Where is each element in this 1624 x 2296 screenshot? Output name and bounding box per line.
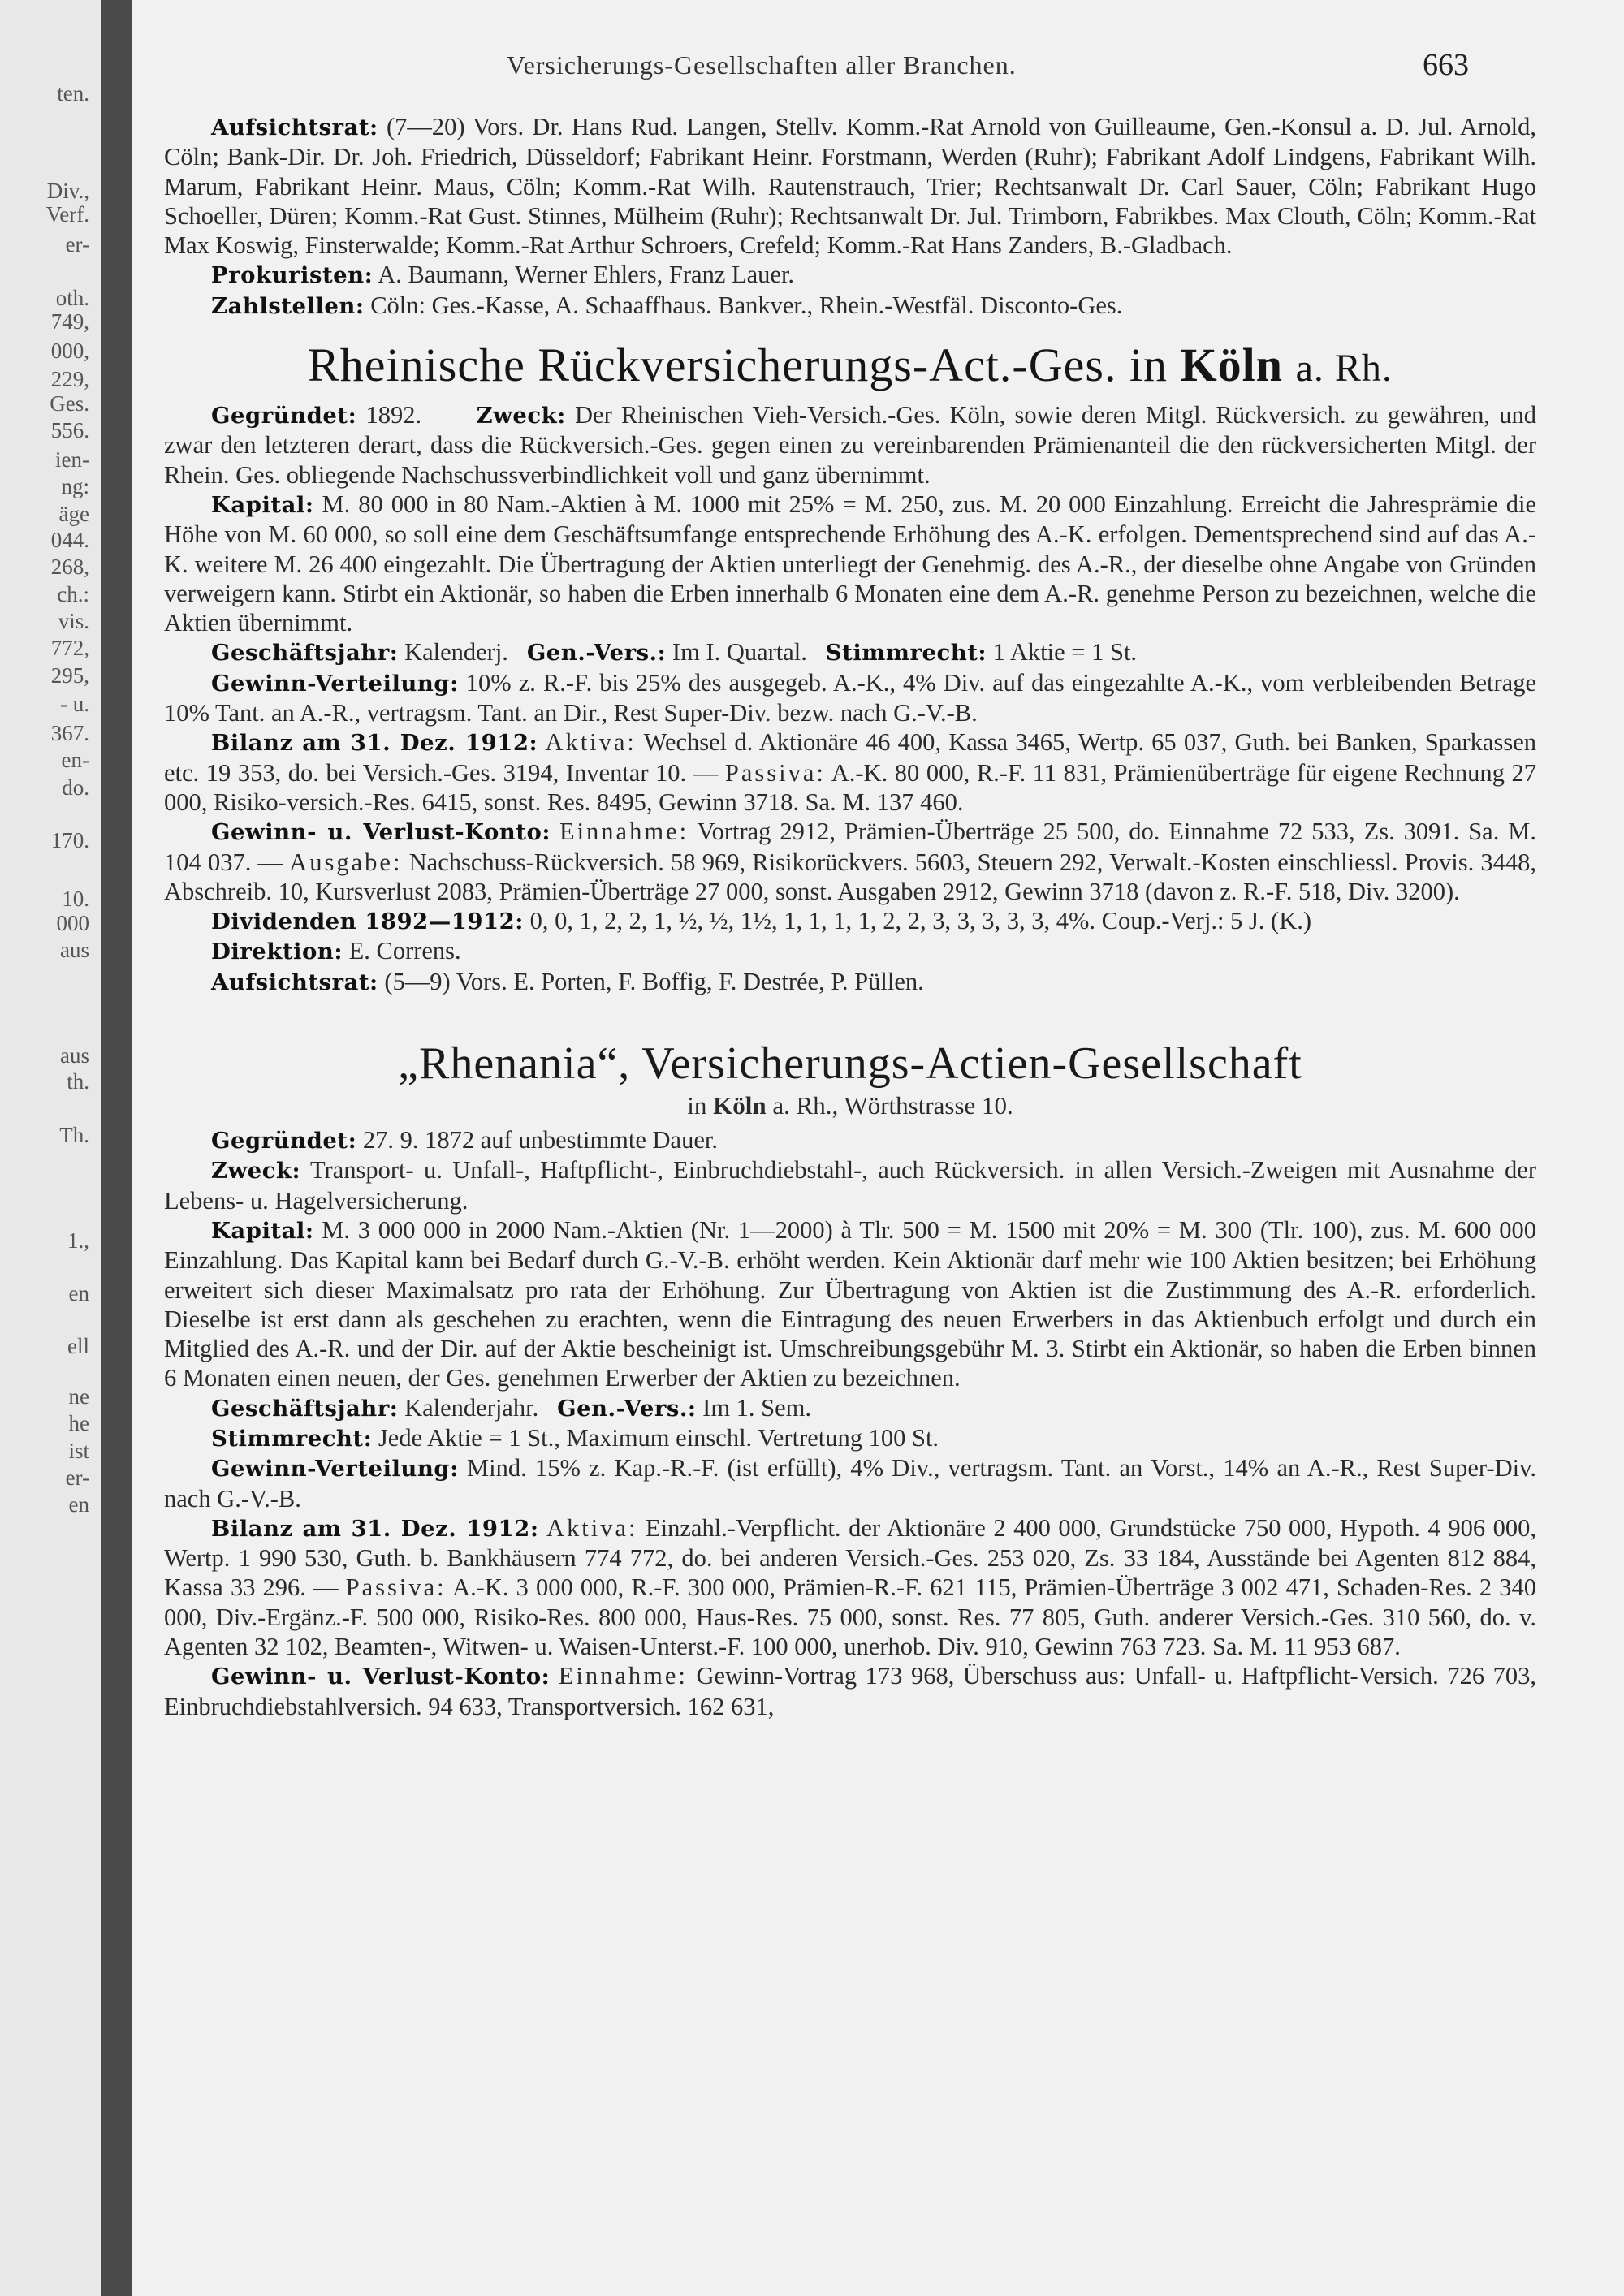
adjacent-page-strip — [0, 0, 101, 2296]
field-label: Dividenden 1892—1912: — [211, 908, 524, 935]
subtitle-pre: in — [687, 1091, 707, 1120]
margin-fragment: he — [68, 1411, 89, 1435]
margin-fragment: th. — [67, 1069, 89, 1094]
margin-fragment: Th. — [59, 1123, 89, 1147]
margin-fragment: ist — [68, 1439, 89, 1463]
field-label: Gegründet: — [211, 1128, 357, 1154]
einnahme-label: Einnahme: — [558, 1662, 688, 1690]
entry2-zweck — [164, 1155, 1536, 1215]
field-text: 10% z. R.-F. bis 25% des ausgegeb. A.-K., 4% Div. auf das eingezahlte A.-K., vom verbleibenden Betrage 10% Tant. an A.-R., vertragsm. Tant. an Dir., Rest Super-Div. bezw. nach G.-V.-B. — [164, 668, 1536, 727]
field-label: Gegründet: — [211, 403, 357, 429]
field-label: Kapital: — [211, 1217, 314, 1244]
entry2-bilanz — [164, 1513, 1536, 1661]
passiva-label: Passiva: — [345, 1573, 447, 1602]
margin-fragment: do. — [62, 775, 89, 800]
company-title-suffix: a. Rh. — [1295, 347, 1393, 391]
margin-fragment: vis. — [58, 609, 89, 633]
field-text: Mind. 15% z. Kap.-R.-F. (ist erfüllt), 4% Div., vertragsm. Tant. an Vorst., 14% an A.-R., Rest Super-Div. nach G.-V.-B. — [164, 1454, 1537, 1513]
field-text: M. 3 000 000 in 2000 Nam.-Aktien (Nr. 1—2000) à Tlr. 500 = M. 1500 mit 20% = M. 300 (Tlr. 100), zus. M. 600 000 Einzahlung. Das Kapital kann bei Bedarf durch G.-V.-B. erhöht werden. Kein Aktionär darf mehr wie 100 Aktien besitzen; bei Erhöhung erweitert sich dieser Maximalsatz pro rata der Erhöhung. Zur Übertragung von Aktien ist die Zustimmung des A.-R. erforderlich. Dieselbe ist erst dann als geschehen zu erachten, wenn die Eintragung des neuen Erwerbers in das Aktienbuch erfolgt und durch ein Mitglied des A.-R. und der Dir. auf der Aktie bescheinigt ist. Umschreibungsgebühr M. 3. Stirbt ein Aktionär, so haben die Erben binnen 6 Monaten einen neuen, der Ges. genehmen Erwerber der Aktien zu bezeichnen. — [164, 1215, 1536, 1392]
field-label: Gewinn- u. Verlust-Konto: — [211, 1664, 551, 1690]
entry1-bilanz — [164, 727, 1536, 817]
margin-fragment: Ges. — [50, 391, 89, 416]
ausgabe-label: Ausgabe: — [289, 848, 403, 876]
margin-fragment: ch.: — [57, 582, 89, 606]
margin-fragment: - u. — [60, 692, 89, 716]
field-text: E. Correns. — [348, 937, 461, 965]
margin-fragment: 295, — [50, 663, 89, 688]
company-title — [164, 337, 1536, 397]
field-label: Gewinn-Verteilung: — [211, 1456, 459, 1482]
margin-fragment: oth. — [55, 286, 89, 310]
field-text: 1892. — [365, 401, 422, 429]
margin-fragment: 10. — [62, 887, 89, 911]
field-text: Im 1. Sem. — [702, 1393, 812, 1422]
entry1-aufsichtsrat — [164, 967, 1536, 997]
margin-fragment: 170. — [50, 828, 89, 852]
entry2-stimmrecht — [164, 1423, 1536, 1453]
company-title-city: Köln — [1180, 339, 1284, 392]
field-label: Gewinn-Verteilung: — [211, 670, 459, 697]
subtitle-address: a. Rh., Wörthstrasse 10. — [772, 1091, 1013, 1120]
field-text: Kalenderj. — [404, 638, 508, 667]
entry2-geschaeftsjahr — [164, 1393, 1536, 1423]
margin-fragment: aus — [60, 938, 89, 962]
field-text: Vortrag 2912, Prämien-Überträge 25 500, do. Einnahme 72 533, Zs. 3091. Sa. M. 104 037. — — [164, 818, 1537, 876]
field-label: Zahlstellen: — [211, 292, 365, 319]
field-label: Zweck: — [211, 1158, 301, 1185]
margin-fragment: 000, — [50, 339, 89, 363]
margin-fragment: ten. — [57, 81, 89, 106]
margin-fragment: ne — [68, 1384, 89, 1409]
subtitle-city: Köln — [713, 1091, 767, 1120]
prev-aufsichtsrat — [164, 112, 1536, 260]
entry2-gewinn-verteilung — [164, 1453, 1536, 1513]
book-gutter — [101, 0, 132, 2296]
margin-fragment: 229, — [50, 367, 89, 391]
margin-fragment: äge — [58, 502, 89, 526]
margin-fragment: 556. — [50, 418, 89, 442]
field-label: Zweck: — [476, 403, 566, 429]
margin-fragment: er- — [65, 232, 89, 257]
field-label: Aufsichtsrat: — [211, 114, 378, 140]
margin-fragment: aus — [60, 1043, 89, 1068]
margin-fragment: 000 — [56, 911, 89, 935]
entry1-gegruendet-zweck — [164, 400, 1536, 490]
company-subtitle — [164, 1090, 1536, 1122]
field-label: Gen.-Vers.: — [557, 1395, 697, 1422]
entry1-direktion — [164, 936, 1536, 966]
field-text: 1 Aktie = 1 St. — [992, 638, 1138, 667]
entry1-gewinn-verteilung — [164, 668, 1536, 728]
field-text: Kalenderjahr. — [404, 1393, 539, 1422]
entry1-geschaeftsjahr — [164, 637, 1536, 667]
entry2-guv — [164, 1661, 1536, 1721]
margin-fragment: en — [68, 1492, 89, 1517]
aktiva-label: Aktiva: — [546, 1513, 638, 1542]
margin-fragment: en — [68, 1281, 89, 1306]
text-column — [164, 112, 1536, 1721]
field-text: Wechsel d. Aktionäre 46 400, Kassa 3465, Wertp. 65 037, Guth. bei Banken, Sparkassen etc. 19 353, do. bei Versich.-Ges. 3194, Inventar 10. — — [164, 728, 1537, 787]
entry1-guv — [164, 817, 1536, 906]
field-label: Stimmrecht: — [211, 1425, 373, 1452]
field-text: (7—20) Vors. Dr. Hans Rud. Langen, Stellv. Komm.-Rat Arnold von Guilleaume, Gen.-Konsul a. D. Jul. Arnold, Cöln; Bank-Dir. Dr. Joh. Friedrich, Düsseldorf; Fabrikant Heinr. Forstmann, Werden (Ruhr); Fabrikant Adolf Lindgens, Fabrikant Wilh. Marum, Fabrikant Heinr. Maus, Cöln; Komm.-Rat Wilh. Rautenstrauch, Trier; Rechtsanwalt Dr. Carl Sauer, Cöln; Fabrikant Hugo Schoeller, Düren; Komm.-Rat Gust. Stinnes, Mülheim (Ruhr); Rechtsanwalt Dr. Jul. Trimborn, Fabrikbes. Max Clouth, Cöln; Komm.-Rat Max Koswig, Finsterwalde; Komm.-Rat Arthur Schroers, Crefeld; Komm.-Rat Hans Zanders, B.-Gladbach. — [164, 113, 1537, 260]
entry2-gegruendet — [164, 1125, 1536, 1155]
running-head: Versicherungs-Gesellschaften aller Branchen. — [507, 50, 1017, 80]
margin-fragment: Verf. — [45, 202, 89, 227]
field-text: Gewinn-Vortrag 173 968, Überschuss aus: Unfall- u. Haftpflicht-Versich. 726 703, Einbruchdiebstahlversich. 94 633, Transportversich. 162 631, — [164, 1662, 1537, 1720]
page-number: 663 — [1423, 48, 1469, 82]
margin-fragment: 268, — [50, 555, 89, 579]
field-label: Gen.-Vers.: — [526, 640, 667, 667]
margin-fragment: er- — [65, 1465, 89, 1490]
passiva-label: Passiva: — [724, 758, 826, 787]
field-text: Transport- u. Unfall-, Haftpflicht-, Einbruchdiebstahl-, auch Rückversich. in allen Versich.-Zweigen mit Ausnahme der Lebens- u. Hagelversicherung. — [164, 1156, 1536, 1215]
field-text: Jede Aktie = 1 St., Maximum einschl. Vertretung 100 St. — [378, 1423, 939, 1452]
book-page — [132, 0, 1624, 2296]
company-title-main: Rheinische Rückversicherungs-Act.-Ges. in — [308, 339, 1168, 392]
margin-fragment: 1., — [67, 1228, 89, 1253]
einnahme-label: Einnahme: — [559, 818, 689, 846]
margin-fragment: en- — [61, 748, 89, 772]
field-text: (5—9) Vors. E. Porten, F. Boffig, F. Destrée, P. Püllen. — [384, 967, 924, 995]
margin-fragment: 749, — [50, 309, 89, 334]
margin-fragment: 772, — [50, 636, 89, 660]
field-text: A.-K. 3 000 000, R.-F. 300 000, Prämien-R.-F. 621 115, Prämien-Überträge 3 002 471, Schaden-Res. 2 340 000, Div.-Ergänz.-F. 500 000, Risiko-Res. 800 000, Haus-Res. 75 000, sonst. Res. 77 805, Guth. anderer Versich.-Ges. 310 560, do. v. Agenten 32 102, Beamten-, Witwen- u. Waisen-Unterst.-F. 100 000, unerhob. Div. 910, Gewinn 763 723. Sa. M. 11 953 687. — [164, 1573, 1537, 1661]
margin-fragment: ell — [67, 1334, 89, 1358]
margin-fragment: 044. — [50, 528, 89, 552]
field-label: Aufsichtsrat: — [211, 969, 378, 995]
field-label: Stimmrecht: — [825, 640, 987, 667]
company-title: „Rhenania“, Versicherungs-Actien-Gesellschaft — [398, 1038, 1302, 1090]
entry1-kapital — [164, 490, 1536, 637]
field-text: 27. 9. 1872 auf unbestimmte Dauer. — [362, 1126, 718, 1154]
field-text: Der Rheinischen Vieh-Versich.-Ges. Köln, sowie deren Mitgl. Rückversich. zu gewähren, und zwar den letzteren derart, dass die Rückversich.-Ges. gegen einen zu vereinbarenden Prämienanteil die den rückversicherten Mitgl. der Rhein. Ges. obliegende Nachschussverbindlichkeit voll und ganz übernimmt. — [164, 401, 1537, 489]
field-text: Im I. Quartal. — [672, 638, 807, 667]
margin-fragment: ien- — [55, 447, 89, 472]
entry2-kapital — [164, 1215, 1536, 1393]
field-text: A. Baumann, Werner Ehlers, Franz Lauer. — [378, 261, 795, 289]
entry1-dividenden — [164, 906, 1536, 936]
field-text: Cöln: Ges.-Kasse, A. Schaaffhaus. Bankver., Rhein.-Westfäl. Disconto-Ges. — [370, 291, 1123, 319]
field-label: Bilanz am 31. Dez. 1912: — [211, 1515, 539, 1542]
margin-fragment: 367. — [50, 721, 89, 745]
field-label: Gewinn- u. Verlust-Konto: — [211, 819, 551, 846]
field-label: Geschäftsjahr: — [211, 640, 399, 667]
field-label: Geschäftsjahr: — [211, 1395, 399, 1422]
field-text: Einzahl.-Verpflicht. der Aktionäre 2 400 000, Grundstücke 750 000, Hypoth. 4 906 000, Wertp. 1 990 530, Guth. b. Bankhäusern 774 772, do. bei anderen Versich.-Ges. 253 020, Zs. 33 184, Ausstände bei Agenten 812 884, Kassa 33 296. — — [164, 1513, 1536, 1602]
field-text: 0, 0, 1, 2, 2, 1, ½, ½, 1½, 1, 1, 1, 1, 2, 2, 3, 3, 3, 3, 3, 4%. Coup.-Verj.: 5 J. (K.) — [529, 907, 1311, 935]
field-text: A.-K. 80 000, R.-F. 11 831, Prämienüberträge für eigene Rechnung 27 000, Risiko-versich.-Res. 6415, sonst. Res. 8495, Gewinn 3718. Sa. M. 137 460. — [164, 758, 1536, 816]
field-label: Bilanz am 31. Dez. 1912: — [211, 730, 538, 757]
field-label: Direktion: — [211, 939, 343, 965]
field-text: M. 80 000 in 80 Nam.-Aktien à M. 1000 mit 25% = M. 250, zus. M. 20 000 Einzahlung. Erreicht die Jahresprämie die Höhe von M. 60 000, so soll eine dem Geschäftsumfange entsprechende Erhöhung des A.-K. erfolgen. Dementsprechend sind auf das A.-K. weitere M. 26 400 eingezahlt. Die Übertragung der Aktien unterliegt der Genehmig. des A.-R., der dieselbe ohne Angabe von Gründen verweigern kann. Stirbt ein Aktionär, so haben die Erben innerhalb 6 Monaten eine dem A.-R. genehme Person zu bezeichnen, welche die Aktien übernimmt. — [164, 490, 1537, 637]
margin-fragment: ng: — [61, 474, 89, 498]
prev-prokuristen — [164, 260, 1536, 290]
field-text: Nachschuss-Rückversich. 58 969, Risikorückvers. 5603, Steuern 292, Verwalt.-Kosten einschliessl. Provis. 3448, Abschreib. 10, Kursverlust 2083, Prämien-Überträge 27 000, sonst. Ausgaben 2912, Gewinn 3718 (davon z. R.-F. 518, Div. 3200). — [164, 848, 1537, 905]
field-label: Kapital: — [211, 491, 314, 518]
aktiva-label: Aktiva: — [545, 728, 637, 757]
margin-fragment: Div., — [46, 179, 89, 203]
field-label: Prokuristen: — [211, 262, 374, 289]
prev-zahlstellen — [164, 291, 1536, 321]
